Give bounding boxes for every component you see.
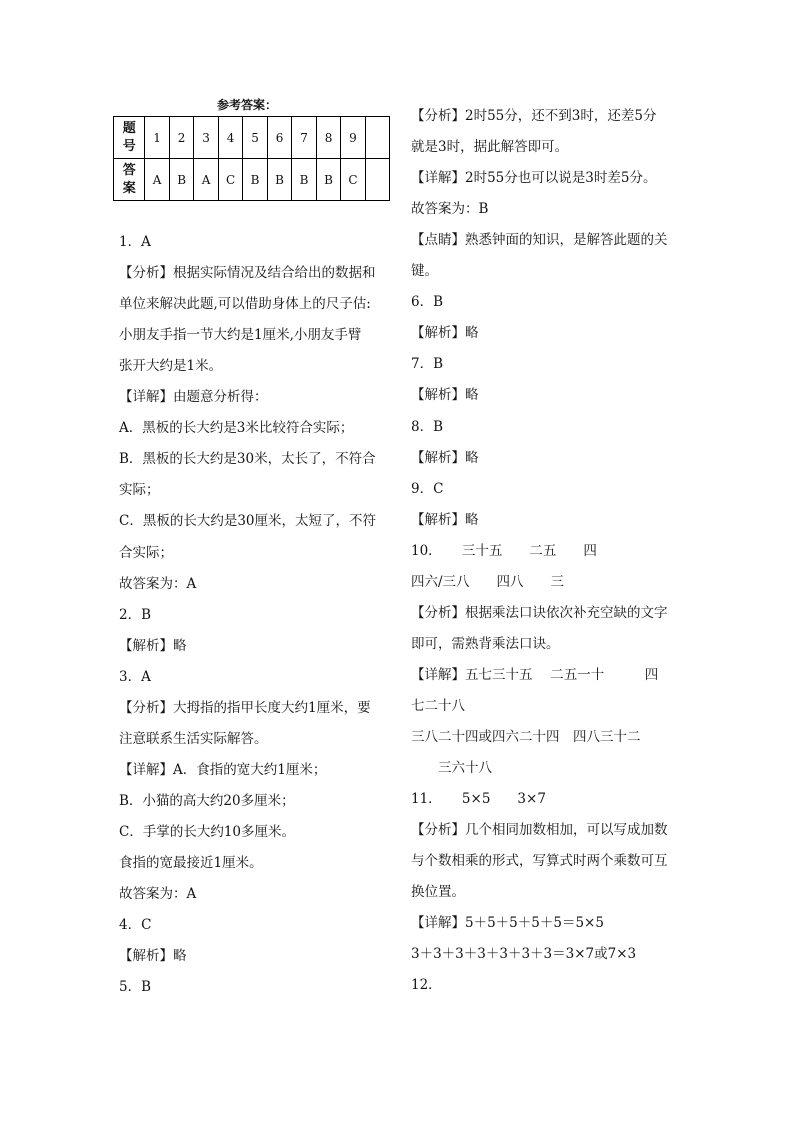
text-line: 【详解】A．食指的宽大约1厘米； bbox=[119, 761, 327, 778]
text-line: 8．B bbox=[411, 418, 444, 435]
question-number-row bbox=[114, 117, 390, 159]
answer-key-title: 参考答案： bbox=[217, 98, 278, 112]
text-line: 【解析】略 bbox=[411, 387, 479, 404]
text-line: C．黑板的长大约是30厘米，太短了，不符 bbox=[119, 513, 377, 530]
text-line: 【点睛】熟悉钟面的知识，是解答此题的关 bbox=[411, 232, 668, 249]
text-line: 即可，需熟背乘法口诀。 bbox=[411, 635, 560, 652]
text-line: 【详解】5＋5＋5＋5＋5＝5×5 bbox=[411, 915, 604, 932]
text-line: 【分析】根据实际情况及结合给出的数据和 bbox=[119, 265, 376, 282]
table-cell: 3 bbox=[194, 117, 218, 159]
table-cell: 4 bbox=[218, 117, 243, 159]
text-line: 3＋3＋3＋3＋3＋3＋3＝3×7或7×3 bbox=[411, 946, 637, 963]
text-line: 5．B bbox=[119, 979, 152, 996]
text-line: 9．C bbox=[411, 480, 444, 497]
text-line: 7．B bbox=[411, 356, 444, 373]
text-line: 12． bbox=[411, 977, 442, 994]
text-line: C．手掌的长大约10多厘米。 bbox=[119, 823, 296, 840]
table-cell: C bbox=[341, 159, 366, 201]
row-label-question-number: 题 号 bbox=[114, 117, 145, 159]
answer-table bbox=[113, 116, 390, 201]
text-line: 11． 5×5 3×7 bbox=[411, 791, 546, 808]
table-cell: A bbox=[194, 159, 218, 201]
text-line: 实际； bbox=[119, 482, 160, 499]
table-cell: B bbox=[243, 159, 267, 201]
table-cell: C bbox=[218, 159, 243, 201]
text-line: 就是3时，据此解答即可。 bbox=[411, 139, 569, 156]
text-line: 换位置。 bbox=[411, 884, 465, 901]
text-line: 【详解】由题意分析得： bbox=[119, 389, 268, 406]
text-line: 七二十八 bbox=[411, 697, 465, 714]
table-cell: 7 bbox=[292, 117, 316, 159]
text-line: 3．A bbox=[119, 668, 151, 685]
text-line: 1．A bbox=[119, 234, 151, 250]
text-line: 【解析】略 bbox=[411, 325, 479, 342]
table-cell: 9 bbox=[341, 117, 366, 159]
text-line: 单位来解决此题,可以借助身体上的尺子估: bbox=[119, 296, 371, 313]
text-line: B．黑板的长大约是30米，太长了，不符合 bbox=[119, 451, 376, 468]
text-line: 故答案为：A bbox=[119, 575, 197, 592]
text-line: 【解析】略 bbox=[411, 511, 479, 528]
text-line: 4．C bbox=[119, 917, 152, 934]
text-line: 【详解】2时55分也可以说是3时差5分。 bbox=[411, 170, 657, 187]
text-line: 四六/三八 四八 三 bbox=[411, 573, 565, 590]
text-line: 食指的宽最接近1厘米。 bbox=[119, 855, 263, 871]
text-line: 【解析】略 bbox=[411, 449, 479, 466]
text-line: 合实际； bbox=[119, 544, 173, 561]
text-line: 【详解】五七三十五 二五一十 四 bbox=[411, 666, 659, 683]
table-cell bbox=[365, 159, 389, 201]
answer-row bbox=[114, 159, 390, 201]
table-cell bbox=[365, 117, 389, 159]
text-line: 小朋友手指一节大约是1厘米,小朋友手臂 bbox=[119, 327, 362, 344]
text-line: 注意联系生活实际解答。 bbox=[119, 730, 268, 747]
table-cell: 8 bbox=[316, 117, 340, 159]
text-line: 2．B bbox=[119, 606, 152, 623]
text-line: 故答案为：B bbox=[411, 201, 489, 218]
table-cell: B bbox=[169, 159, 193, 201]
text-line: 三八二十四或四六二十四 四八三十二 bbox=[411, 729, 641, 745]
text-line: 【分析】根据乘法口诀依次补充空缺的文字 bbox=[411, 604, 668, 621]
table-cell: B bbox=[316, 159, 340, 201]
text-line: 【分析】2时55分，还不到3时，还差5分 bbox=[411, 108, 657, 124]
text-line: 三六十八 bbox=[411, 760, 492, 777]
table-cell: 5 bbox=[243, 117, 267, 159]
text-line: 【解析】略 bbox=[119, 948, 187, 965]
table-cell: 6 bbox=[267, 117, 291, 159]
text-line: 键。 bbox=[411, 263, 438, 280]
text-line: 10． 三十五 二五 四 bbox=[411, 542, 597, 559]
table-cell: B bbox=[267, 159, 291, 201]
text-line: A．黑板的长大约是3米比较符合实际； bbox=[119, 420, 354, 437]
table-cell: B bbox=[292, 159, 316, 201]
text-line: B．小猫的高大约20多厘米； bbox=[119, 792, 295, 809]
table-cell: 1 bbox=[145, 117, 169, 159]
row-label-answer: 答 案 bbox=[114, 159, 145, 201]
text-line: 张开大约是1米。 bbox=[119, 358, 223, 375]
table-cell: 2 bbox=[169, 117, 193, 159]
text-line: 与个数相乘的形式，写算式时两个乘数可互 bbox=[411, 853, 668, 870]
text-line: 【分析】几个相同加数相加，可以写成加数 bbox=[411, 822, 668, 839]
text-line: 6．B bbox=[411, 294, 444, 311]
table-cell: A bbox=[145, 159, 169, 201]
text-line: 【解析】略 bbox=[119, 637, 187, 654]
text-line: 【分析】大拇指的指甲长度大约1厘米，要 bbox=[119, 699, 371, 716]
text-line: 故答案为：A bbox=[119, 886, 197, 903]
